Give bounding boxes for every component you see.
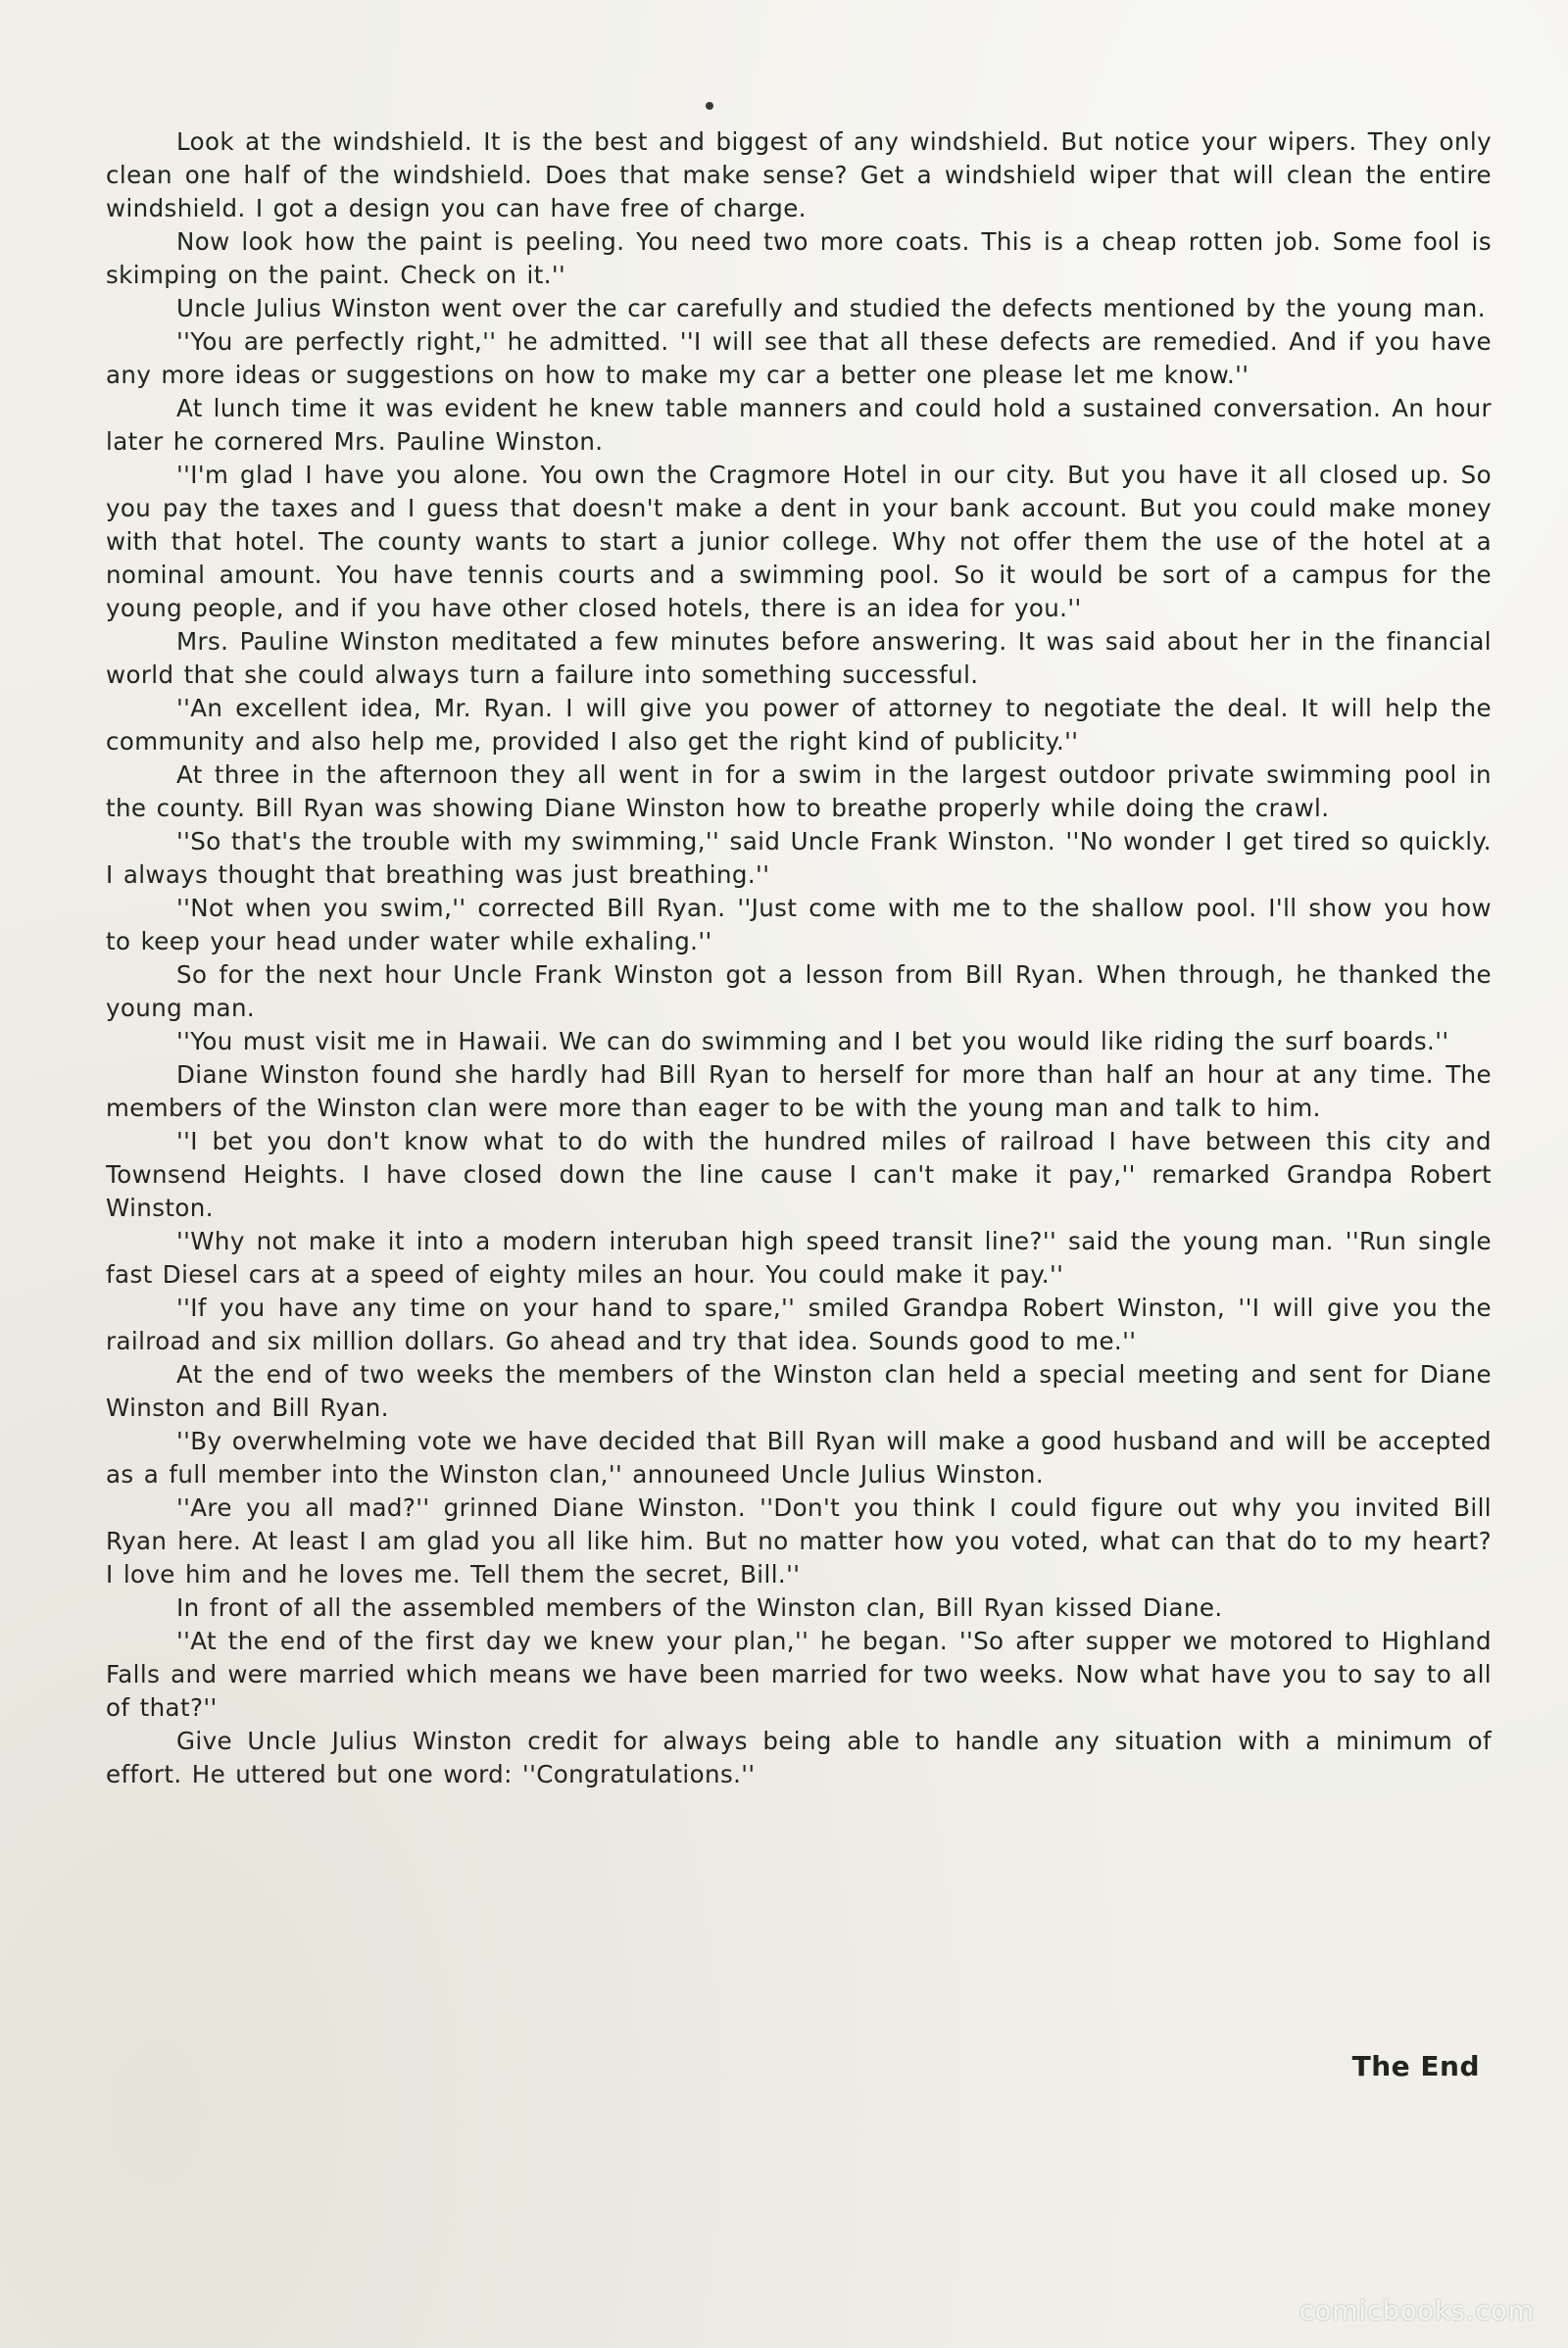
paragraph: ''By overwhelming vote we have decided that Bill Ryan will make a good husband and will be accepted as a full member into the Winston clan,'' announeed Uncle Julius Winston. <box>106 1427 1492 1489</box>
paragraph: Diane Winston found she hardly had Bill Ryan to herself for more than half an hour at any time. The members of the Winston clan were more than eager to be with the young man and talk to him. <box>106 1060 1492 1122</box>
paragraph: ''So that's the trouble with my swimming,'' said Uncle Frank Winston. ''No wonder I get tired so quickly. I always thought that breathing was just breathing.'' <box>106 827 1492 889</box>
paragraph: ''Why not make it into a modern interuban high speed transit line?'' said the young man. ''Run single fast Diesel cars at a speed of eighty miles an hour. You could make it pay.'' <box>106 1227 1492 1289</box>
paragraph: Uncle Julius Winston went over the car carefully and studied the defects mentioned by the young man. <box>176 294 1486 322</box>
paragraph: ''You are perfectly right,'' he admitted. ''I will see that all these defects are remedied. And if you have any more ideas or suggestions on how to make my car a better one please let me know.'' <box>106 327 1492 389</box>
the-end-label: The End <box>1351 2050 1480 2082</box>
paragraph: Give Uncle Julius Winston credit for always being able to handle any situation with a minimum of effort. He uttered but one word: ''Congratulations.'' <box>106 1727 1492 1788</box>
paragraph: At lunch time it was evident he knew table manners and could hold a sustained conversation. An hour later he cornered Mrs. Pauline Winston. <box>106 394 1492 456</box>
paragraph: In front of all the assembled members of the Winston clan, Bill Ryan kissed Diane. <box>176 1593 1223 1622</box>
paragraph: ''Are you all mad?'' grinned Diane Winston. ''Don't you think I could figure out why you invited Bill Ryan here. At least I am glad you all like him. But no matter how you voted, what can that do to my heart? I love him and he loves me. Tell them the secret, Bill.'' <box>106 1493 1492 1589</box>
paragraph: At the end of two weeks the members of the Winston clan held a special meeting and sent for Diane Winston and Bill Ryan. <box>106 1360 1492 1422</box>
paragraph: ''I'm glad I have you alone. You own the Cragmore Hotel in our city. But you have it all closed up. So you pay the taxes and I guess that doesn't make a dent in your bank account. But you could make money with that hotel. The county wants to start a junior college. Why not offer them the use of the hotel at a nominal amount. You have tennis courts and a swimming pool. So it would be sort of a campus for the young people, and if you have other closed hotels, there is an idea for you.'' <box>106 461 1492 622</box>
paragraph: ''I bet you don't know what to do with the hundred miles of railroad I have between this city and Townsend Heights. I have closed down the line cause I can't make it pay,'' remarked Grandpa Robert Winston. <box>106 1127 1492 1222</box>
paragraph: So for the next hour Uncle Frank Winston got a lesson from Bill Ryan. When through, he thanked the young man. <box>106 960 1492 1022</box>
paragraph: ''If you have any time on your hand to spare,'' smiled Grandpa Robert Winston, ''I will give you the railroad and six million dollars. Go ahead and try that idea. Sounds good to me.'' <box>106 1294 1492 1355</box>
paragraph: ''You must visit me in Hawaii. We can do swimming and I bet you would like riding the surf boards.'' <box>176 1027 1449 1055</box>
story-text <box>106 125 1492 1791</box>
site-watermark: comicbooks.com <box>1298 2296 1535 2326</box>
paragraph: ''Not when you swim,'' corrected Bill Ryan. ''Just come with me to the shallow pool. I'll show you how to keep your head under water while exhaling.'' <box>106 894 1492 955</box>
paragraph: At three in the afternoon they all went in for a swim in the largest outdoor private swimming pool in the county. Bill Ryan was showing Diane Winston how to breathe properly while doing the crawl. <box>106 760 1492 822</box>
paragraph: ''At the end of the first day we knew your plan,'' he began. ''So after supper we motored to Highland Falls and were married which means we have been married for two weeks. Now what have you to say to all of that?'' <box>106 1627 1492 1722</box>
paragraph: ''An excellent idea, Mr. Ryan. I will give you power of attorney to negotiate the deal. It will help the community and also help me, provided I also get the right kind of publicity.'' <box>106 694 1492 756</box>
paragraph: Look at the windshield. It is the best and biggest of any windshield. But notice your wipers. They only clean one half of the windshield. Does that make sense? Get a windshield wiper that will clean the entire windshield. I got a design you can have free of charge. <box>106 127 1492 222</box>
ink-dot <box>706 102 713 110</box>
paragraph: Mrs. Pauline Winston meditated a few minutes before answering. It was said about her in the financial world that she could always turn a failure into something successful. <box>106 627 1492 689</box>
paragraph: Now look how the paint is peeling. You need two more coats. This is a cheap rotten job. Some fool is skimping on the paint. Check on it.'' <box>106 227 1492 289</box>
